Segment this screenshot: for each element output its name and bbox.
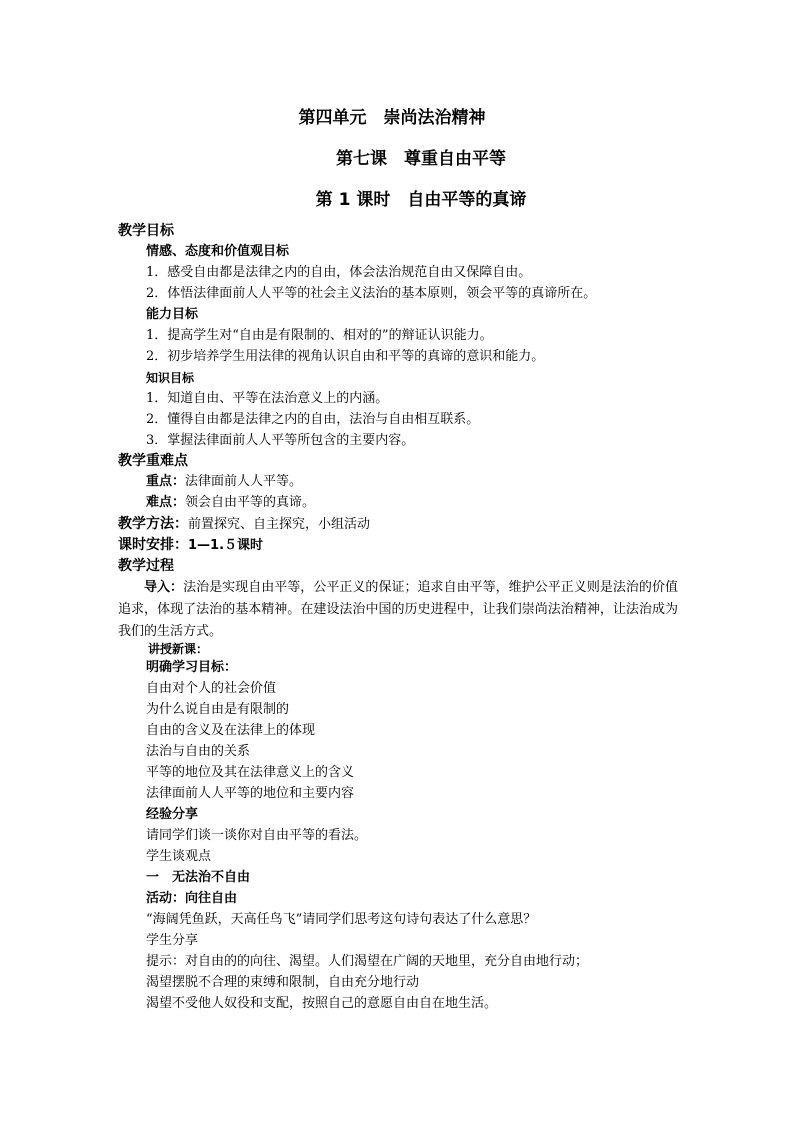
key-point-label: 重点： [146,474,186,489]
objective-item: 法治与自由的关系 [146,744,251,759]
period-title: 第 1 课时 自由平等的真谛 [315,190,527,210]
hint-line [146,953,588,971]
ability-goal-item: 1．提高学生对“自由是有限制的、相对的”的辩证认识能力。 [146,328,493,343]
emotion-goal-item: 1．感受自由都是法律之内的自由，体会法治规范自由又保障自由。 [146,265,532,280]
knowledge-goal-item: 3．掌握法律面前人人平等所包含的主要内容。 [146,433,415,448]
difficult-point-label: 难点： [146,495,186,510]
unit-title: 第四单元 崇尚法治精神 [298,108,486,128]
objective-item: 自由的含义及在法律上的体现 [146,723,316,738]
intro-label: 导入： [144,580,184,595]
experience-heading: 经验分享 [146,807,199,822]
schedule-line [118,536,263,555]
schedule-text: 1—1.５课时 [188,538,264,553]
experience-prompt: 请同学们谈一谈你对自由平等的看法。 [146,828,368,843]
lesson-title: 第七课 尊重自由平等 [336,149,506,169]
knowledge-goal-item: 2．懂得自由都是法律之内的自由，法治与自由相互联系。 [146,412,480,427]
difficult-point-line [146,494,315,512]
process-heading: 教学过程 [118,558,174,574]
difficulties-heading: 教学重难点 [118,453,188,469]
difficult-point-text: 领会自由平等的真谛。 [185,495,316,510]
hint-line: 渴望摆脱不合理的束缚和限制，自由充分地行动 [146,975,420,990]
students-share: 学生分享 [146,933,199,948]
goals-heading: 教学目标 [118,223,174,239]
ability-goal-item: 2．初步培养学生用法律的视角认识自由和平等的真谛的意识和能力。 [146,349,545,364]
new-lesson-label: 讲授新课： [148,642,209,656]
teaching-method-text: 前置探究、自主探究，小组活动 [188,517,371,532]
teaching-method-label: 教学方法： [118,516,188,532]
schedule-label: 课时安排： [118,537,188,553]
emotion-goal-item: 2．体悟法律面前人人平等的社会主义法治的基本原则，领会平等的真谛所在。 [146,286,597,301]
objective-item: 自由对个人的社会价值 [146,681,277,696]
emotion-goals-heading: 情感、态度和价值观目标 [146,244,290,259]
key-point-line [146,473,302,491]
knowledge-goals-heading: 知识目标 [146,371,195,385]
section-one-heading: 一 无法治不自由 [146,870,251,885]
ability-goals-heading: 能力目标 [146,307,199,322]
hint-text: 对自由的的向往、渴望。人们渴望在广阔的天地里，充分自由地行动； [185,954,589,969]
poem-question: “海阔凭鱼跃，天高任鸟飞”请同学们思考这句诗句表达了什么意思？ [146,912,537,927]
objective-item: 为什么说自由是有限制的 [146,702,290,717]
students-view: 学生谈观点 [146,849,212,864]
objective-item: 平等的地位及其在法律意义上的含义 [146,765,355,780]
hint-line: 渴望不受他人奴役和支配，按照自己的意愿自由自在地生活。 [146,996,498,1011]
activity-heading: 活动：向往自由 [146,891,238,906]
intro-paragraph [118,577,678,643]
hint-label: 提示： [146,954,186,969]
key-point-text: 法律面前人人平等。 [185,474,303,489]
objectives-heading: 明确学习目标： [146,660,238,675]
teaching-method-line [118,515,370,534]
objective-item: 法律面前人人平等的地位和主要内容 [146,786,355,801]
intro-text: 法治是实现自由平等，公平正义的保证；追求自由平等，维护公平正义则是法治的价值追求，体现了法治的基本精神。在建设法治中国的历史进程中，让我们崇尚法治精神，让法治成为我们的生活方式。 [118,580,678,639]
knowledge-goal-item: 1．知道自由、平等在法治意义上的内涵。 [146,391,389,406]
